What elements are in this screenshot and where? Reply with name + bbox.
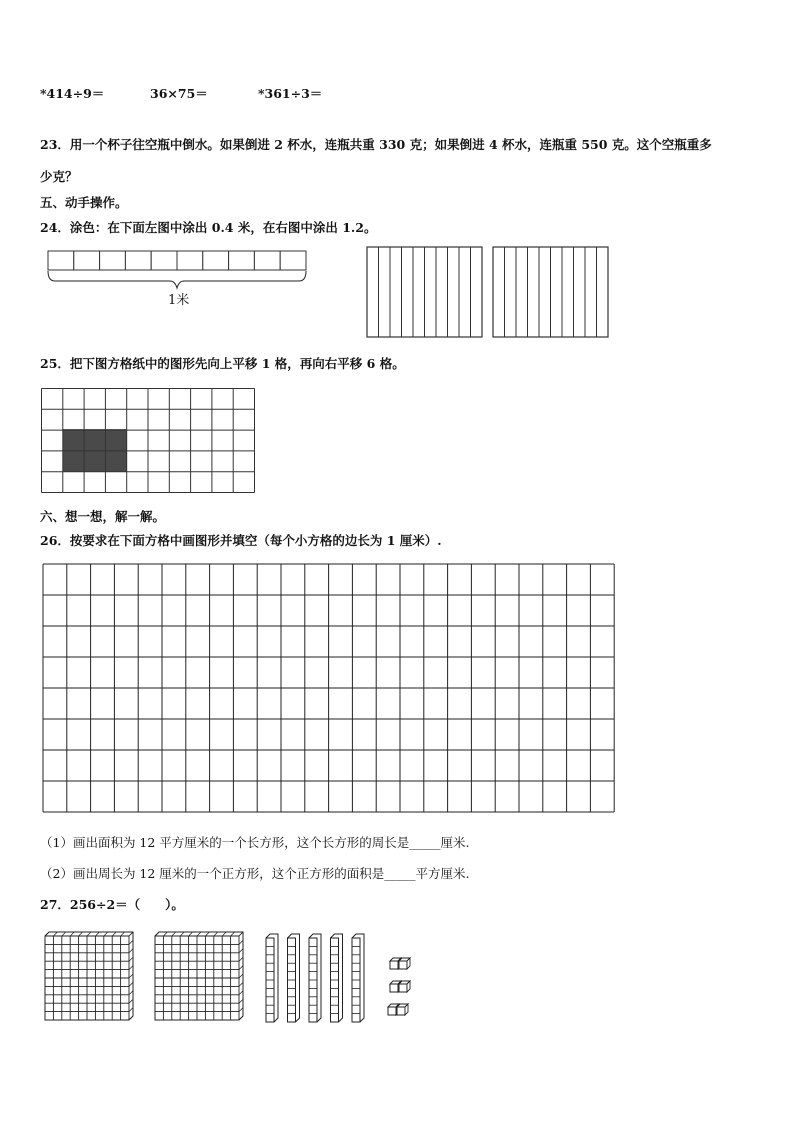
- q27-text: 27．256÷2＝（ ）。: [40, 897, 184, 912]
- q26-grid[interactable]: [42, 563, 616, 817]
- q24-bar-left[interactable]: [366, 246, 484, 338]
- ruler-label: 1米: [168, 293, 190, 308]
- hundreds-flats: [45, 932, 243, 1020]
- q26-grid-lines: [43, 564, 614, 812]
- bar-left-columns: [367, 247, 482, 337]
- ruler-segment[interactable]: [280, 251, 306, 270]
- tens-rods: [266, 934, 364, 1022]
- q26-sub2: （2）画出周长为 12 厘米的一个正方形，这个正方形的面积是_____平方厘米.: [40, 866, 470, 881]
- q27-base-ten-blocks: [40, 928, 440, 1033]
- ten-rod: [352, 934, 364, 1022]
- unit-cube: [399, 981, 410, 992]
- hundred-flat: [155, 932, 243, 1020]
- hundred-flat: [45, 932, 133, 1020]
- q26-text: 26．按要求在下面方格中画图形并填空（每个小方格的边长为 1 厘米）.: [40, 533, 442, 548]
- ruler-brace: [48, 271, 306, 288]
- ruler-segment[interactable]: [48, 251, 74, 270]
- ruler-segment[interactable]: [74, 251, 100, 270]
- calc-item-2: 36×75＝: [150, 86, 208, 101]
- ten-rod: [266, 934, 278, 1022]
- calc-item-1: *414÷9＝: [40, 86, 105, 101]
- ten-rod: [309, 934, 321, 1022]
- ten-rod: [331, 934, 343, 1022]
- ruler-segment[interactable]: [151, 251, 177, 270]
- section-5-heading: 五、动手操作。: [40, 195, 128, 210]
- q24-bar-right[interactable]: [492, 246, 610, 338]
- q26-sub1: （1）画出面积为 12 平方厘米的一个长方形，这个长方形的周长是_____厘米.: [40, 835, 470, 850]
- ruler-segment[interactable]: [100, 251, 126, 270]
- unit-cube: [397, 1004, 408, 1015]
- unit-cube: [399, 958, 410, 969]
- q23-line2: 少克？: [40, 169, 78, 184]
- q24-text: 24．涂色：在下面左图中涂出 0.4 米，在右图中涂出 1.2。: [40, 220, 377, 235]
- q23-line1: 23．用一个杯子往空瓶中倒水。如果倒进 2 杯水，连瓶共重 330 克；如果倒进 4 杯水，连瓶重 550 克。这个空瓶重多: [40, 137, 712, 152]
- unit-cubes: [388, 958, 410, 1015]
- ruler-segment[interactable]: [203, 251, 229, 270]
- ten-rod: [288, 934, 300, 1022]
- section-6-heading: 六、想一想，解一解。: [40, 509, 166, 524]
- bar-right-columns: [493, 247, 608, 337]
- ruler-segment[interactable]: [254, 251, 280, 270]
- calc-item-3: *361÷3＝: [258, 86, 323, 101]
- q25-text: 25．把下图方格纸中的图形先向上平移 1 格，再向右平移 6 格。: [40, 356, 405, 371]
- q25-grid-lines: [42, 389, 255, 493]
- ruler-segments: [48, 251, 306, 270]
- ruler-segment[interactable]: [229, 251, 255, 270]
- q25-grid[interactable]: [40, 387, 260, 495]
- ruler-segment[interactable]: [177, 251, 203, 270]
- ruler-segment[interactable]: [125, 251, 151, 270]
